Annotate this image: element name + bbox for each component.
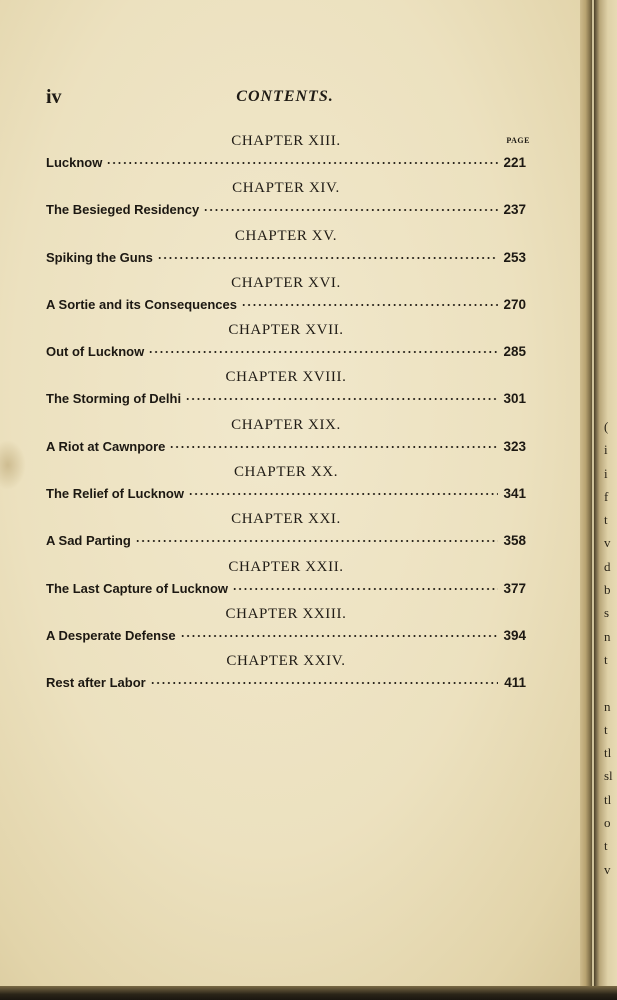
chapter-title: The Besieged Residency	[46, 202, 200, 218]
chapter-heading: CHAPTER XIX.	[231, 416, 341, 433]
page-stain	[0, 440, 26, 490]
dot-leader	[150, 682, 498, 684]
running-head: CONTENTS.	[236, 88, 334, 105]
toc-entry	[46, 461, 526, 508]
toc-line	[46, 625, 526, 647]
edge-letter: sl	[604, 768, 613, 784]
toc-line	[46, 436, 526, 458]
chapter-heading: CHAPTER XVII.	[228, 322, 344, 339]
table-of-contents	[46, 130, 530, 698]
edge-letter: i	[604, 442, 608, 458]
chapter-heading: CHAPTER XIII.	[231, 133, 341, 149]
toc-entry	[46, 177, 526, 224]
book-bottom-edge	[0, 986, 617, 1000]
chapter-page-number: 323	[503, 438, 526, 454]
chapter-title: The Relief of Lucknow	[46, 486, 184, 502]
edge-letter: t	[604, 721, 608, 737]
edge-letter: i	[604, 465, 608, 481]
chapter-heading: CHAPTER XXIV.	[226, 653, 346, 670]
chapter-heading: CHAPTER XXI.	[231, 511, 341, 528]
edge-letter: b	[604, 582, 611, 598]
page-column-label: PAGE	[506, 136, 530, 145]
dot-leader	[232, 588, 498, 590]
edge-letter: (	[604, 419, 609, 434]
toc-entry	[46, 366, 526, 413]
toc-line	[46, 247, 526, 269]
chapter-title: Lucknow	[46, 155, 103, 170]
toc-entry	[46, 272, 526, 319]
chapter-heading: CHAPTER XX.	[233, 464, 339, 481]
edge-letter: tl	[604, 791, 612, 807]
edge-letter: t	[604, 651, 608, 667]
chapter-heading: CHAPTER XXIII.	[225, 605, 347, 622]
dot-leader	[148, 351, 498, 353]
chapter-heading: CHAPTER XXII.	[228, 558, 344, 575]
chapter-heading: CHAPTER XVI.	[231, 274, 341, 291]
edge-letter: t	[604, 838, 608, 854]
chapter-page-number: 270	[503, 296, 526, 312]
toc-line	[46, 672, 526, 694]
toc-line	[46, 483, 526, 505]
toc-line	[46, 199, 526, 221]
chapter-page-number: 394	[503, 627, 526, 643]
chapter-page-number: 301	[503, 391, 526, 407]
toc-entry	[46, 556, 526, 603]
toc-line	[46, 341, 526, 363]
toc-entry	[46, 414, 526, 461]
edge-letter: v	[604, 861, 611, 877]
chapter-title: A Desperate Defense	[46, 627, 176, 643]
page-gutter	[580, 0, 592, 986]
chapter-page-number: 285	[503, 344, 526, 360]
dot-leader	[241, 304, 498, 306]
chapter-title: A Sad Parting	[46, 533, 131, 549]
dot-leader	[203, 209, 498, 211]
chapter-page-number: 237	[503, 202, 526, 218]
toc-line	[46, 152, 526, 174]
toc-line	[46, 530, 526, 552]
dot-leader	[157, 257, 498, 259]
toc-line	[46, 294, 526, 316]
edge-letter: n	[604, 628, 611, 644]
edge-letter: tl	[604, 745, 612, 761]
edge-letter: d	[604, 558, 611, 574]
toc-entry	[46, 650, 526, 697]
toc-line	[46, 578, 526, 600]
chapter-title: Out of Lucknow	[46, 344, 145, 360]
toc-entry	[46, 603, 526, 650]
edge-letter	[604, 671, 617, 694]
chapter-title: Spiking the Guns	[46, 249, 153, 265]
edge-letter: o	[604, 815, 611, 831]
edge-letter: n	[604, 698, 611, 714]
toc-entry	[46, 319, 526, 366]
dot-leader	[185, 398, 498, 400]
dot-leader	[180, 635, 498, 637]
toc-entry	[46, 130, 526, 177]
toc-entries	[46, 130, 526, 698]
chapter-page-number: 377	[503, 580, 526, 596]
chapter-title: Rest after Labor	[46, 675, 146, 691]
dot-leader	[135, 540, 498, 542]
chapter-title: A Sortie and its Consequences	[46, 296, 237, 312]
dot-leader	[169, 446, 498, 448]
page-number: iv	[46, 86, 62, 108]
chapter-title: A Riot at Cawnpore	[46, 438, 166, 454]
chapter-page-number: 411	[504, 675, 526, 691]
toc-entry	[46, 225, 526, 272]
facing-page-letters	[604, 415, 617, 881]
toc-line	[46, 388, 526, 410]
toc-entry	[46, 508, 526, 555]
chapter-page-number: 221	[503, 155, 526, 170]
chapter-heading: CHAPTER XV.	[234, 227, 338, 244]
edge-letter: t	[604, 512, 608, 528]
chapter-title: The Last Capture of Lucknow	[46, 580, 229, 596]
chapter-page-number: 358	[503, 533, 526, 549]
edge-letter: f	[604, 488, 609, 504]
chapter-heading: CHAPTER XVIII.	[225, 369, 347, 386]
edge-letter: v	[604, 535, 611, 551]
chapter-page-number: 253	[503, 249, 526, 265]
chapter-heading: CHAPTER XIV.	[232, 180, 340, 197]
edge-letter: s	[604, 605, 610, 621]
dot-leader	[106, 162, 498, 164]
chapter-page-number: 341	[503, 486, 526, 502]
chapter-title: The Storming of Delhi	[46, 391, 182, 407]
dot-leader	[188, 493, 498, 495]
